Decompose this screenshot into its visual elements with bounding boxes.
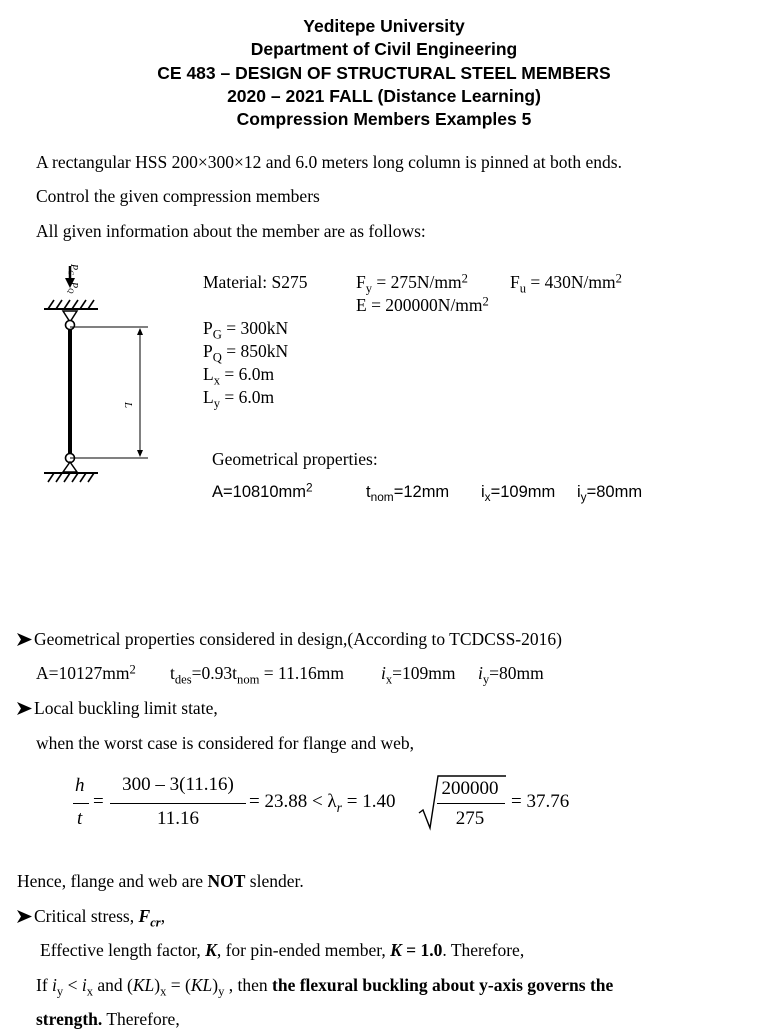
figure-label-length: L <box>122 402 134 409</box>
geometry-thickness: $t_{nom}=12mm$ <box>366 483 450 505</box>
buckling-condition-line-1: If $i_y < i_x$ and $(KL)_x = (KL)_y$ , then the flexural buckling about y-axis governs the <box>36 975 614 999</box>
figure-label-pq: $P_Q$ <box>66 282 79 294</box>
critical-stress-heading-row <box>17 906 166 930</box>
arrowhead-bullet-icon <box>17 910 32 923</box>
design-thickness: $t_{des}=0.93t_{nom} = 11.16mm$ <box>170 663 344 687</box>
intro-paragraph-3: All given information about the member are as follows: <box>36 221 426 241</box>
equation-h: h <box>75 775 85 796</box>
arrowhead-bullet-icon <box>17 702 32 715</box>
geometry-ix: $i_x=109mm$ <box>481 483 556 505</box>
equation-root-numerator: 200000 <box>441 778 499 799</box>
equation-fraction-bar-3 <box>437 803 505 804</box>
local-buckling-text: when the worst case is considered for flange and web, <box>36 733 415 753</box>
design-ix: $i_x=109mm$ <box>381 663 456 687</box>
material-fu: $F_u = 430N/mm^2$ <box>510 271 622 296</box>
material-e: $E = 200000N/mm^2$ <box>356 294 489 315</box>
design-heading: Geometrical properties considered in design,(According to TCDCSS-2016) <box>34 629 562 649</box>
arrowhead-bullet-icon <box>17 633 32 646</box>
local-buckling-heading-row <box>17 698 218 719</box>
equation-root-denominator: 275 <box>455 808 485 829</box>
equation-equals: = <box>93 791 104 812</box>
length-lx: $L_x = 6.0m$ <box>203 364 275 388</box>
example-title: Compression Members Examples 5 <box>236 109 532 130</box>
equation-result: = 37.76 <box>511 791 570 812</box>
dimension-arrow-bottom <box>137 450 143 457</box>
effective-length-text: Effective length factor, K, for pin-ended member, K = 1.0. Therefore, <box>40 940 525 960</box>
figure-label-pg: $P_G$ <box>66 264 79 276</box>
buckling-condition-line-2: strength. Therefore, <box>36 1009 180 1029</box>
bottom-support-hatch <box>48 473 94 482</box>
geometry-iy: $i_y=80mm$ <box>577 483 643 505</box>
design-heading-row <box>17 629 562 650</box>
department-name: Department of Civil Engineering <box>250 39 518 60</box>
equation-t: t <box>77 808 83 829</box>
material-label: Material: S275 <box>203 272 308 292</box>
equation-middle: = $23.88 < \lambda_r = 1.40$ <box>249 791 396 815</box>
geometry-area: $A=10810mm^2$ <box>212 480 313 501</box>
pinned-column-diagram <box>36 262 166 484</box>
dimension-arrow-top <box>137 328 143 335</box>
equation-denominator: 11.16 <box>156 808 200 829</box>
geometry-title: Geometrical properties: <box>212 449 378 469</box>
equation-numerator: 300 – 3(11.16) <box>122 774 234 795</box>
intro-paragraph-1: A rectangular HSS 200×300×12 and 6.0 meters long column is pinned at both ends. <box>36 152 622 172</box>
design-area: $A=10127mm^2$ <box>36 662 136 683</box>
design-iy: $i_y=80mm$ <box>478 663 544 687</box>
top-pin <box>66 321 75 330</box>
document-header <box>0 15 768 131</box>
length-ly: $L_y = 6.0m$ <box>203 387 275 411</box>
university-name: Yeditepe University <box>303 16 465 36</box>
semester: 2020 – 2021 FALL (Distance Learning) <box>227 85 541 106</box>
load-pg: $P_G = 300kN$ <box>203 318 289 342</box>
intro-paragraph-2: Control the given compression members <box>36 186 320 206</box>
local-buckling-heading: Local buckling limit state, <box>34 698 218 718</box>
equation-fraction-bar-1 <box>73 803 89 804</box>
course-title: CE 483 – DESIGN OF STRUCTURAL STEEL MEMBERS <box>157 62 611 83</box>
critical-stress-heading: Critical stress, $F_{cr}$, <box>34 906 166 930</box>
equation-fraction-bar-2 <box>110 803 246 804</box>
load-pq: $P_Q = 850kN$ <box>203 341 289 365</box>
top-support-hatch <box>48 300 94 309</box>
material-fy: $F_y = 275N/mm^2$ <box>356 271 468 296</box>
bottom-pin-triangle <box>63 462 77 472</box>
slenderness-conclusion: Hence, flange and web are NOT slender. <box>17 871 304 891</box>
